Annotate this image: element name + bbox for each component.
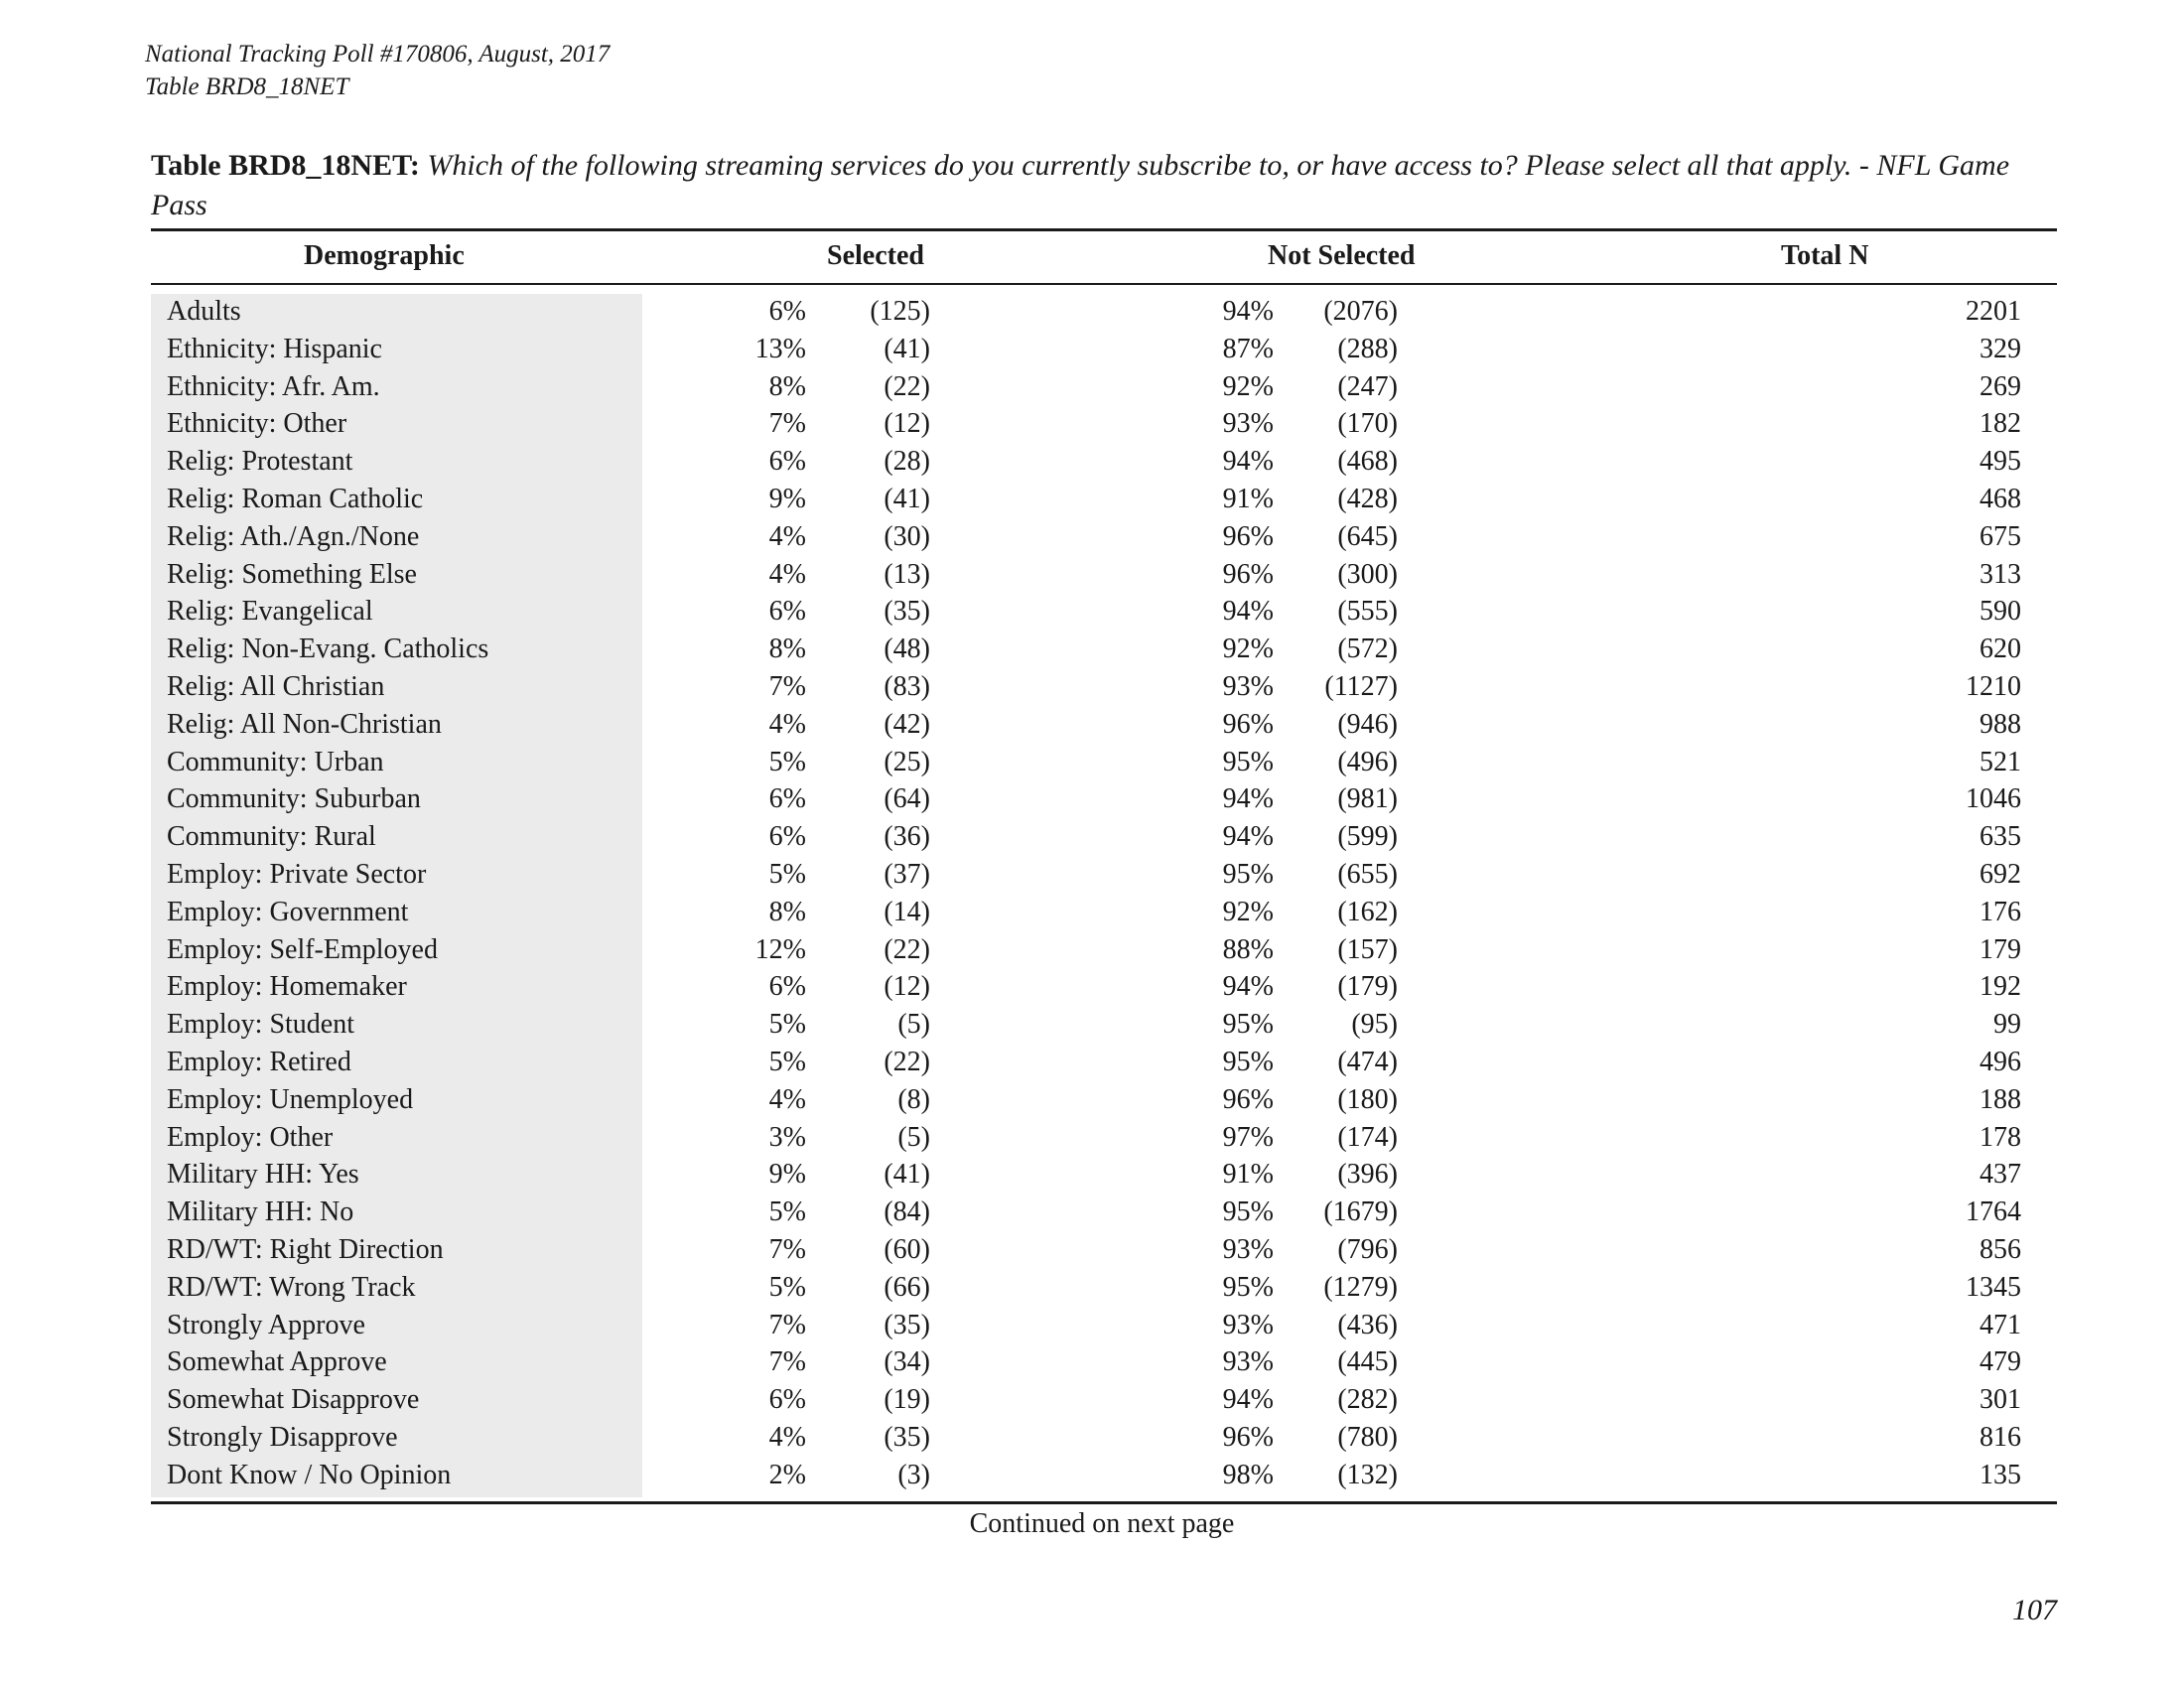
row-demographic-label: Strongly Approve bbox=[167, 1309, 365, 1340]
table-row bbox=[0, 443, 2184, 481]
row-total-n: 496 bbox=[1979, 1046, 2021, 1077]
row-demographic-label: RD/WT: Right Direction bbox=[167, 1233, 444, 1265]
header-selected: Selected bbox=[827, 240, 924, 271]
row-not-selected-percent: 94% bbox=[1222, 971, 1274, 1003]
row-demographic-label: Employ: Retired bbox=[167, 1046, 351, 1077]
row-not-selected-percent: 95% bbox=[1222, 1046, 1274, 1077]
row-not-selected-percent: 87% bbox=[1222, 333, 1274, 364]
row-total-n: 313 bbox=[1979, 558, 2021, 590]
row-demographic-label: Ethnicity: Hispanic bbox=[167, 333, 382, 364]
header-rule bbox=[151, 283, 2057, 285]
row-total-n: 99 bbox=[1993, 1009, 2021, 1041]
row-total-n: 1210 bbox=[1966, 670, 2021, 702]
table-row bbox=[0, 593, 2184, 631]
row-selected-count: (12) bbox=[884, 408, 930, 440]
row-selected-percent: 6% bbox=[768, 1384, 806, 1416]
table-row bbox=[0, 1307, 2184, 1344]
row-selected-percent: 8% bbox=[768, 896, 806, 927]
table-row bbox=[0, 1419, 2184, 1457]
row-total-n: 188 bbox=[1979, 1083, 2021, 1115]
row-demographic-label: Relig: Evangelical bbox=[167, 596, 373, 628]
row-selected-count: (35) bbox=[884, 1309, 930, 1340]
row-not-selected-count: (655) bbox=[1337, 858, 1398, 890]
row-selected-percent: 4% bbox=[768, 1421, 806, 1453]
row-demographic-label: Relig: Protestant bbox=[167, 446, 353, 478]
row-not-selected-percent: 92% bbox=[1222, 633, 1274, 665]
row-not-selected-count: (157) bbox=[1337, 933, 1398, 965]
row-total-n: 816 bbox=[1979, 1421, 2021, 1453]
table-row bbox=[0, 780, 2184, 818]
row-not-selected-count: (162) bbox=[1337, 896, 1398, 927]
row-not-selected-percent: 94% bbox=[1222, 783, 1274, 815]
row-total-n: 468 bbox=[1979, 483, 2021, 514]
row-not-selected-count: (1679) bbox=[1323, 1196, 1398, 1228]
row-selected-percent: 13% bbox=[754, 333, 806, 364]
table-row bbox=[0, 518, 2184, 556]
row-not-selected-percent: 94% bbox=[1222, 446, 1274, 478]
row-selected-count: (125) bbox=[870, 296, 930, 327]
row-demographic-label: Relig: Something Else bbox=[167, 558, 417, 590]
row-not-selected-count: (436) bbox=[1337, 1309, 1398, 1340]
row-selected-percent: 6% bbox=[768, 446, 806, 478]
row-not-selected-count: (282) bbox=[1337, 1384, 1398, 1416]
row-selected-percent: 6% bbox=[768, 783, 806, 815]
header-total-n: Total N bbox=[1781, 240, 1869, 271]
row-selected-count: (35) bbox=[884, 596, 930, 628]
table-caption-question: Which of the following streaming services do you currently subscribe to, or have access to? Please select all that apply. - NFL Game Pass bbox=[151, 149, 2010, 221]
row-not-selected-count: (555) bbox=[1337, 596, 1398, 628]
row-not-selected-percent: 97% bbox=[1222, 1121, 1274, 1153]
row-selected-percent: 8% bbox=[768, 633, 806, 665]
row-total-n: 179 bbox=[1979, 933, 2021, 965]
row-demographic-label: Relig: Roman Catholic bbox=[167, 483, 424, 514]
row-not-selected-count: (981) bbox=[1337, 783, 1398, 815]
row-not-selected-count: (445) bbox=[1337, 1346, 1398, 1378]
row-not-selected-percent: 93% bbox=[1222, 1346, 1274, 1378]
row-selected-percent: 8% bbox=[768, 370, 806, 402]
row-total-n: 521 bbox=[1979, 746, 2021, 777]
row-not-selected-count: (572) bbox=[1337, 633, 1398, 665]
row-selected-percent: 4% bbox=[768, 558, 806, 590]
row-not-selected-percent: 92% bbox=[1222, 370, 1274, 402]
row-not-selected-percent: 98% bbox=[1222, 1459, 1274, 1490]
table-row bbox=[0, 931, 2184, 969]
row-selected-percent: 4% bbox=[768, 1083, 806, 1115]
row-selected-count: (42) bbox=[884, 708, 930, 740]
row-selected-count: (8) bbox=[897, 1083, 930, 1115]
table-row bbox=[0, 1269, 2184, 1307]
row-selected-percent: 9% bbox=[768, 483, 806, 514]
row-not-selected-count: (396) bbox=[1337, 1159, 1398, 1191]
table-row bbox=[0, 894, 2184, 931]
table-row bbox=[0, 1231, 2184, 1269]
table-row bbox=[0, 556, 2184, 594]
row-selected-percent: 5% bbox=[768, 1009, 806, 1041]
row-total-n: 301 bbox=[1979, 1384, 2021, 1416]
row-total-n: 471 bbox=[1979, 1309, 2021, 1340]
row-selected-percent: 9% bbox=[768, 1159, 806, 1191]
row-demographic-label: Employ: Student bbox=[167, 1009, 354, 1041]
row-selected-count: (5) bbox=[897, 1009, 930, 1041]
row-selected-count: (19) bbox=[884, 1384, 930, 1416]
table-row bbox=[0, 968, 2184, 1006]
header-not-selected: Not Selected bbox=[1268, 240, 1416, 271]
row-not-selected-count: (468) bbox=[1337, 446, 1398, 478]
row-not-selected-percent: 94% bbox=[1222, 1384, 1274, 1416]
row-not-selected-count: (1127) bbox=[1324, 670, 1398, 702]
row-not-selected-percent: 95% bbox=[1222, 858, 1274, 890]
row-not-selected-count: (174) bbox=[1337, 1121, 1398, 1153]
row-selected-count: (66) bbox=[884, 1271, 930, 1303]
row-not-selected-count: (645) bbox=[1337, 520, 1398, 552]
row-selected-count: (83) bbox=[884, 670, 930, 702]
row-demographic-label: Adults bbox=[167, 296, 241, 327]
row-demographic-label: Community: Urban bbox=[167, 746, 384, 777]
row-selected-count: (13) bbox=[884, 558, 930, 590]
row-selected-percent: 5% bbox=[768, 1271, 806, 1303]
table-row bbox=[0, 1119, 2184, 1157]
table-row bbox=[0, 856, 2184, 894]
row-not-selected-count: (796) bbox=[1337, 1233, 1398, 1265]
header-demographic: Demographic bbox=[304, 240, 465, 271]
row-total-n: 635 bbox=[1979, 821, 2021, 853]
row-total-n: 692 bbox=[1979, 858, 2021, 890]
row-not-selected-percent: 94% bbox=[1222, 821, 1274, 853]
row-demographic-label: Employ: Government bbox=[167, 896, 409, 927]
row-selected-percent: 5% bbox=[768, 1196, 806, 1228]
page-number: 107 bbox=[2012, 1594, 2057, 1626]
row-selected-percent: 7% bbox=[768, 1309, 806, 1340]
row-selected-count: (41) bbox=[884, 333, 930, 364]
row-demographic-label: Employ: Private Sector bbox=[167, 858, 427, 890]
row-not-selected-count: (428) bbox=[1337, 483, 1398, 514]
row-selected-count: (36) bbox=[884, 821, 930, 853]
row-not-selected-count: (1279) bbox=[1323, 1271, 1398, 1303]
row-total-n: 178 bbox=[1979, 1121, 2021, 1153]
row-selected-percent: 7% bbox=[768, 408, 806, 440]
row-selected-percent: 7% bbox=[768, 670, 806, 702]
row-total-n: 1764 bbox=[1966, 1196, 2021, 1228]
row-selected-percent: 4% bbox=[768, 520, 806, 552]
row-demographic-label: Somewhat Disapprove bbox=[167, 1384, 420, 1416]
table-row bbox=[0, 1044, 2184, 1081]
continued-note: Continued on next page bbox=[969, 1508, 1235, 1539]
row-selected-count: (5) bbox=[897, 1121, 930, 1153]
row-not-selected-percent: 95% bbox=[1222, 746, 1274, 777]
table-row bbox=[0, 1006, 2184, 1044]
row-demographic-label: Relig: All Christian bbox=[167, 670, 385, 702]
row-total-n: 479 bbox=[1979, 1346, 2021, 1378]
row-total-n: 1345 bbox=[1966, 1271, 2021, 1303]
row-not-selected-count: (946) bbox=[1337, 708, 1398, 740]
table-row bbox=[0, 481, 2184, 518]
row-demographic-label: Employ: Unemployed bbox=[167, 1083, 414, 1115]
row-demographic-label: Somewhat Approve bbox=[167, 1346, 387, 1378]
row-not-selected-count: (247) bbox=[1337, 370, 1398, 402]
row-total-n: 988 bbox=[1979, 708, 2021, 740]
row-demographic-label: Strongly Disapprove bbox=[167, 1421, 398, 1453]
table-row bbox=[0, 368, 2184, 406]
table-row bbox=[0, 1156, 2184, 1194]
row-selected-count: (84) bbox=[884, 1196, 930, 1228]
row-selected-count: (12) bbox=[884, 971, 930, 1003]
row-demographic-label: Relig: Non-Evang. Catholics bbox=[167, 633, 489, 665]
row-total-n: 495 bbox=[1979, 446, 2021, 478]
row-selected-percent: 6% bbox=[768, 596, 806, 628]
table-row bbox=[0, 1381, 2184, 1419]
row-total-n: 182 bbox=[1979, 408, 2021, 440]
table-row bbox=[0, 331, 2184, 368]
table-top-rule bbox=[151, 228, 2057, 231]
row-not-selected-percent: 91% bbox=[1222, 483, 1274, 514]
row-total-n: 856 bbox=[1979, 1233, 2021, 1265]
row-selected-percent: 6% bbox=[768, 821, 806, 853]
row-selected-count: (30) bbox=[884, 520, 930, 552]
running-head-table-id: Table BRD8_18NET bbox=[145, 73, 349, 100]
table-row bbox=[0, 1194, 2184, 1231]
row-not-selected-count: (132) bbox=[1337, 1459, 1398, 1490]
row-demographic-label: Employ: Self-Employed bbox=[167, 933, 438, 965]
row-selected-count: (64) bbox=[884, 783, 930, 815]
row-not-selected-percent: 96% bbox=[1222, 520, 1274, 552]
row-selected-count: (34) bbox=[884, 1346, 930, 1378]
row-selected-percent: 2% bbox=[768, 1459, 806, 1490]
row-not-selected-count: (496) bbox=[1337, 746, 1398, 777]
row-selected-percent: 5% bbox=[768, 1046, 806, 1077]
row-not-selected-percent: 96% bbox=[1222, 708, 1274, 740]
row-selected-percent: 6% bbox=[768, 971, 806, 1003]
table-row bbox=[0, 1081, 2184, 1119]
row-total-n: 590 bbox=[1979, 596, 2021, 628]
table-body bbox=[0, 293, 2184, 1494]
running-head-title: National Tracking Poll #170806, August, 2017 bbox=[145, 41, 611, 68]
running-head bbox=[145, 38, 610, 103]
row-selected-percent: 7% bbox=[768, 1233, 806, 1265]
row-total-n: 2201 bbox=[1966, 296, 2021, 327]
row-selected-count: (22) bbox=[884, 933, 930, 965]
row-demographic-label: Employ: Homemaker bbox=[167, 971, 407, 1003]
row-not-selected-count: (2076) bbox=[1323, 296, 1398, 327]
table-bottom-rule bbox=[151, 1501, 2057, 1504]
row-selected-count: (3) bbox=[897, 1459, 930, 1490]
table-row bbox=[0, 293, 2184, 331]
row-not-selected-percent: 95% bbox=[1222, 1271, 1274, 1303]
row-total-n: 675 bbox=[1979, 520, 2021, 552]
row-demographic-label: Relig: Ath./Agn./None bbox=[167, 520, 420, 552]
row-selected-count: (41) bbox=[884, 1159, 930, 1191]
row-demographic-label: Relig: All Non-Christian bbox=[167, 708, 442, 740]
row-not-selected-count: (300) bbox=[1337, 558, 1398, 590]
row-not-selected-count: (95) bbox=[1351, 1009, 1398, 1041]
row-total-n: 176 bbox=[1979, 896, 2021, 927]
row-selected-count: (22) bbox=[884, 370, 930, 402]
row-not-selected-percent: 92% bbox=[1222, 896, 1274, 927]
row-total-n: 269 bbox=[1979, 370, 2021, 402]
row-total-n: 1046 bbox=[1966, 783, 2021, 815]
table-row bbox=[0, 744, 2184, 781]
row-demographic-label: Community: Rural bbox=[167, 821, 376, 853]
row-not-selected-percent: 95% bbox=[1222, 1009, 1274, 1041]
row-selected-count: (14) bbox=[884, 896, 930, 927]
row-demographic-label: Military HH: No bbox=[167, 1196, 354, 1228]
row-not-selected-percent: 94% bbox=[1222, 596, 1274, 628]
table-row bbox=[0, 1343, 2184, 1381]
row-selected-count: (48) bbox=[884, 633, 930, 665]
row-selected-count: (60) bbox=[884, 1233, 930, 1265]
row-selected-count: (28) bbox=[884, 446, 930, 478]
table-row bbox=[0, 1457, 2184, 1494]
row-total-n: 620 bbox=[1979, 633, 2021, 665]
row-selected-count: (37) bbox=[884, 858, 930, 890]
row-selected-percent: 4% bbox=[768, 708, 806, 740]
table-row bbox=[0, 668, 2184, 706]
row-total-n: 135 bbox=[1979, 1459, 2021, 1490]
row-not-selected-percent: 95% bbox=[1222, 1196, 1274, 1228]
row-not-selected-percent: 96% bbox=[1222, 1083, 1274, 1115]
table-caption-label: Table BRD8_18NET: bbox=[151, 149, 420, 182]
row-demographic-label: Ethnicity: Other bbox=[167, 408, 347, 440]
row-not-selected-percent: 93% bbox=[1222, 408, 1274, 440]
row-total-n: 329 bbox=[1979, 333, 2021, 364]
table-row bbox=[0, 405, 2184, 443]
row-selected-count: (25) bbox=[884, 746, 930, 777]
row-selected-count: (41) bbox=[884, 483, 930, 514]
table-caption bbox=[151, 146, 2063, 225]
row-total-n: 192 bbox=[1979, 971, 2021, 1003]
row-not-selected-count: (474) bbox=[1337, 1046, 1398, 1077]
row-not-selected-percent: 88% bbox=[1222, 933, 1274, 965]
row-not-selected-percent: 96% bbox=[1222, 1421, 1274, 1453]
row-not-selected-percent: 93% bbox=[1222, 1233, 1274, 1265]
row-not-selected-count: (179) bbox=[1337, 971, 1398, 1003]
row-selected-percent: 6% bbox=[768, 296, 806, 327]
row-not-selected-count: (599) bbox=[1337, 821, 1398, 853]
row-not-selected-percent: 93% bbox=[1222, 670, 1274, 702]
row-not-selected-percent: 91% bbox=[1222, 1159, 1274, 1191]
row-demographic-label: Ethnicity: Afr. Am. bbox=[167, 370, 380, 402]
row-not-selected-percent: 96% bbox=[1222, 558, 1274, 590]
row-selected-percent: 3% bbox=[768, 1121, 806, 1153]
row-selected-percent: 7% bbox=[768, 1346, 806, 1378]
row-demographic-label: Dont Know / No Opinion bbox=[167, 1459, 452, 1490]
row-demographic-label: Military HH: Yes bbox=[167, 1159, 359, 1191]
row-not-selected-percent: 93% bbox=[1222, 1309, 1274, 1340]
row-not-selected-count: (288) bbox=[1337, 333, 1398, 364]
table-row bbox=[0, 631, 2184, 668]
row-selected-count: (22) bbox=[884, 1046, 930, 1077]
row-not-selected-percent: 94% bbox=[1222, 296, 1274, 327]
table-row bbox=[0, 706, 2184, 744]
row-total-n: 437 bbox=[1979, 1159, 2021, 1191]
row-not-selected-count: (170) bbox=[1337, 408, 1398, 440]
row-not-selected-count: (780) bbox=[1337, 1421, 1398, 1453]
row-selected-percent: 5% bbox=[768, 746, 806, 777]
row-demographic-label: RD/WT: Wrong Track bbox=[167, 1271, 416, 1303]
row-not-selected-count: (180) bbox=[1337, 1083, 1398, 1115]
row-selected-percent: 12% bbox=[754, 933, 806, 965]
row-selected-count: (35) bbox=[884, 1421, 930, 1453]
table-row bbox=[0, 818, 2184, 856]
row-demographic-label: Community: Suburban bbox=[167, 783, 421, 815]
row-selected-percent: 5% bbox=[768, 858, 806, 890]
row-demographic-label: Employ: Other bbox=[167, 1121, 334, 1153]
